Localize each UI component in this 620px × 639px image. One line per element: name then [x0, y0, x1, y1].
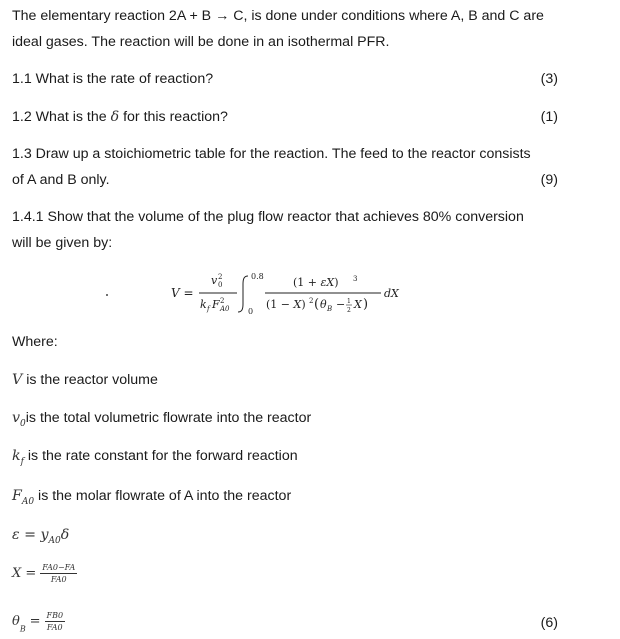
question-1-3-text-1: 1.3 Draw up a stoichiometric table for the reaction. The feed to the reactor consists: [12, 146, 531, 162]
intro-text-1: The elementary reaction 2A + B → C, is done under conditions where A, B and C are: [12, 8, 544, 24]
definition-text-molar-flowrate: is the molar flowrate of A into the reactor: [34, 488, 292, 504]
svg-text:(1 − X): (1 − X): [266, 298, 306, 311]
svg-text:B: B: [327, 305, 333, 313]
svg-text:k: k: [200, 298, 207, 311]
definition-text-rate-constant: is the rate constant for the forward reaction: [23, 448, 298, 464]
relation-theta-eq: =: [29, 614, 41, 629]
definition-symbol-f: F: [12, 488, 22, 504]
question-1-4-1-line-2: [12, 235, 112, 251]
svg-text:(: (: [314, 297, 320, 312]
volume-equation: [171, 270, 421, 318]
svg-text:θ: θ: [320, 298, 327, 311]
svg-text:0: 0: [218, 281, 223, 289]
relation-epsilon-sub: A0: [48, 536, 61, 546]
delta-symbol: δ: [110, 109, 120, 125]
definition-symbol-k: k: [12, 448, 21, 464]
svg-text:−: −: [336, 298, 346, 311]
question-1-2: [12, 109, 228, 125]
svg-text:3: 3: [353, 275, 358, 283]
relation-epsilon-lhs: ε = y: [12, 527, 49, 543]
svg-text:2: 2: [347, 307, 351, 314]
integral-upper-limit: 0.8: [251, 272, 264, 281]
relation-theta-denominator: FA0: [46, 623, 63, 632]
question-1-2-text-before: 1.2 What is the: [12, 109, 111, 125]
definition-sub-a0: A0: [21, 497, 35, 507]
definition-symbol-v: V: [12, 372, 23, 388]
relation-x-lhs: X =: [12, 566, 37, 581]
question-1-4-1-text-1: 1.4.1 Show that the volume of the plug flow reactor that achieves 80% conversion: [12, 209, 524, 225]
equation-main-fraction: [265, 275, 381, 314]
svg-text:1: 1: [347, 298, 351, 305]
svg-text:v: v: [211, 274, 218, 287]
svg-text:2: 2: [309, 297, 314, 305]
question-1-3-text-2: of A and B only.: [12, 172, 110, 188]
svg-text:A0: A0: [220, 305, 230, 313]
definition-rate-constant: [12, 448, 298, 467]
relation-x: [12, 563, 77, 584]
relation-theta: [12, 611, 65, 633]
svg-text:X: X: [354, 298, 362, 311]
question-1-4-1-marks: (6): [540, 615, 558, 631]
relation-theta-numerator: FB0: [46, 611, 64, 620]
svg-text:): ): [363, 297, 369, 312]
relation-x-fraction: [40, 563, 77, 584]
where-label: Where:: [12, 334, 58, 350]
relation-theta-fraction: [45, 611, 66, 632]
definition-volume: [12, 372, 158, 388]
question-1-4-1-text-2: will be given by:: [12, 235, 113, 251]
definition-text-volume: is the reactor volume: [22, 372, 158, 388]
svg-text:2: 2: [220, 297, 225, 305]
definition-molar-flowrate: [12, 488, 292, 507]
svg-text:(1 + εX): (1 + εX): [293, 276, 339, 289]
question-1-2-marks: (1): [540, 109, 558, 125]
relation-epsilon-rhs: δ: [60, 527, 70, 543]
equation-dx: dX: [384, 287, 399, 300]
definition-symbol-v0: v: [12, 410, 21, 426]
relation-x-numerator: FA0−FA: [42, 563, 76, 572]
definition-flowrate: [12, 410, 312, 429]
question-1-1: [12, 71, 213, 87]
svg-text:2: 2: [218, 273, 223, 281]
intro-text-2: ideal gases. The reaction will be done in an isothermal PFR.: [12, 34, 390, 50]
integral-lower-limit: 0: [248, 307, 254, 316]
question-1-3-line-2: [12, 172, 110, 188]
definition-text-flowrate: is the total volumetric flowrate into the reactor: [25, 410, 312, 426]
question-1-4-1-line-1: [12, 209, 563, 225]
equation-prefactor: [199, 273, 237, 313]
intro-line-1: [12, 8, 563, 24]
question-1-1-text: 1.1 What is the rate of reaction?: [12, 71, 214, 87]
equation-lhs: V =: [171, 286, 194, 300]
intro-line-2: [12, 34, 390, 50]
relation-theta-lhs: θ: [12, 614, 20, 629]
question-1-2-text-after: for this reaction?: [119, 109, 228, 125]
question-1-3-marks: (9): [540, 172, 558, 188]
definition-sub-v0: 0: [20, 419, 26, 429]
definition-sub-kf: f: [20, 457, 24, 467]
question-1-1-marks: (3): [540, 71, 558, 87]
relation-epsilon: [12, 527, 70, 546]
svg-text:f: f: [207, 305, 210, 313]
question-1-3-line-1: [12, 146, 563, 162]
relation-x-denominator: FA0: [50, 575, 67, 584]
relation-theta-sub: B: [19, 624, 26, 634]
svg-text:F: F: [212, 298, 220, 311]
integral-sign: [238, 276, 248, 312]
bullet-dot: [106, 294, 108, 296]
